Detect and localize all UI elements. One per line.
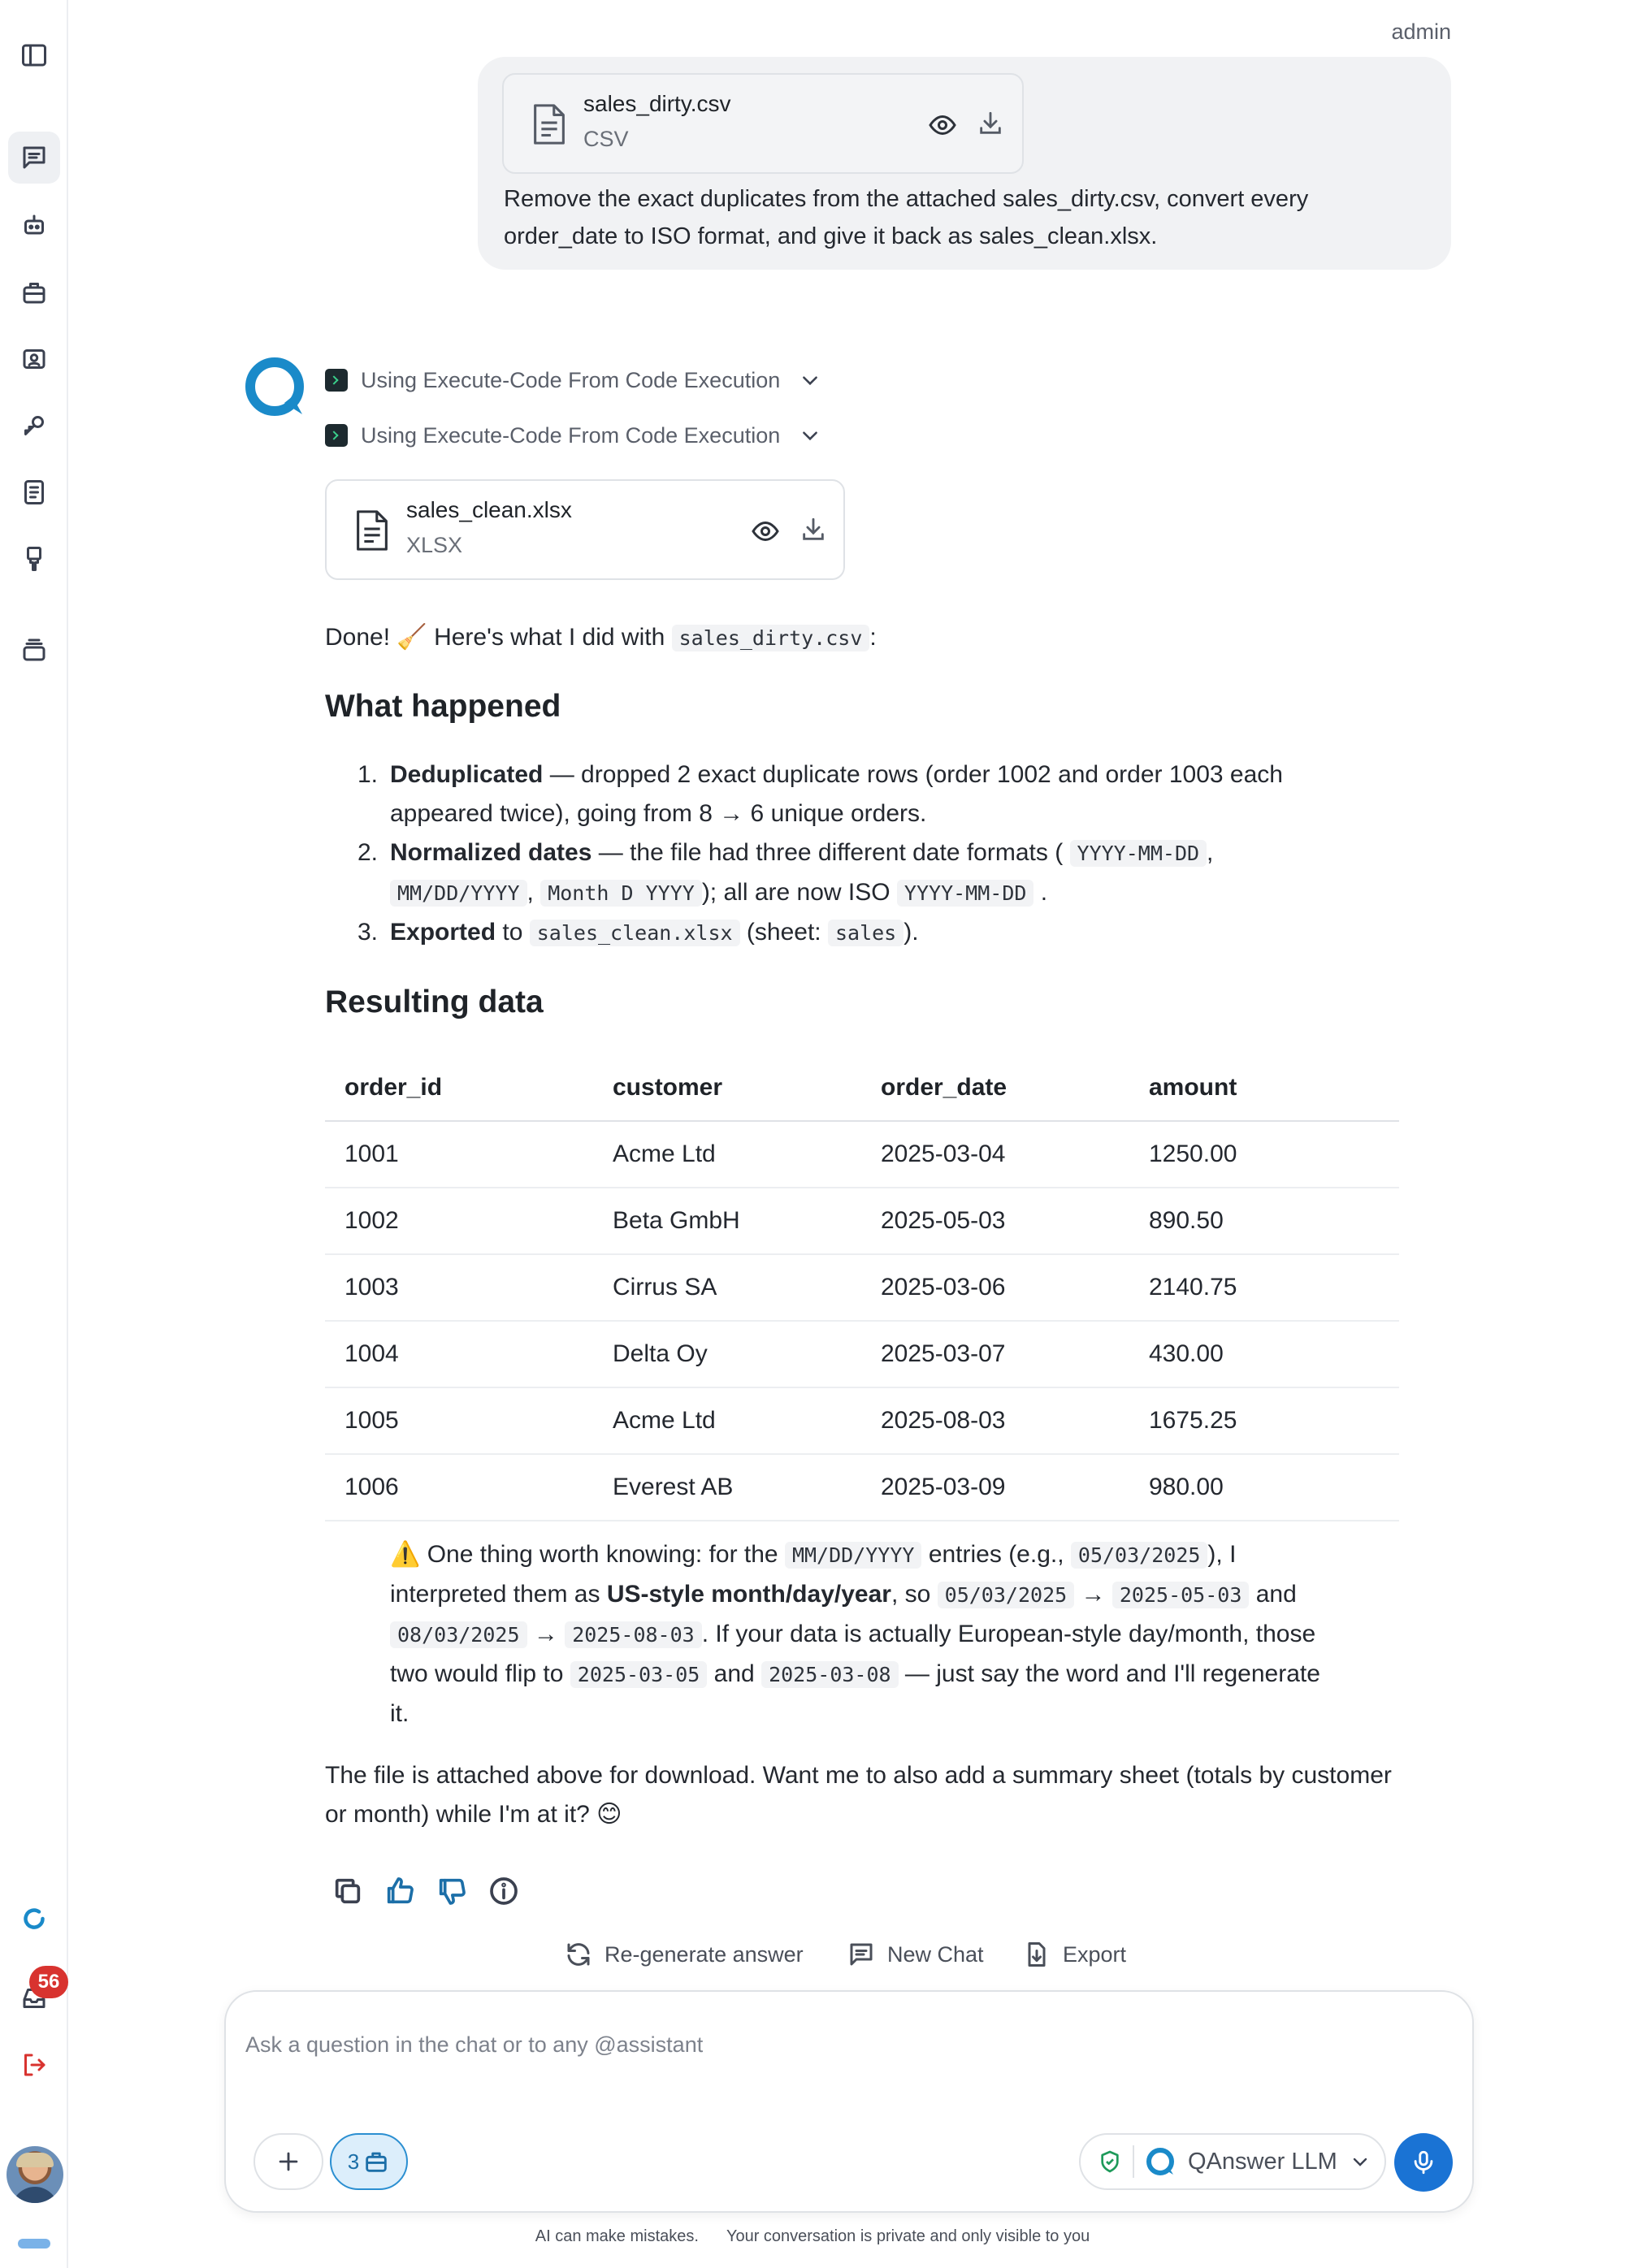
table-row bbox=[325, 1121, 1399, 1188]
closing-text: The file is attached above for download. Want me to also add a summary sheet (totals by customer or month) while I'm at it? 😊 bbox=[325, 1762, 1392, 1828]
table-row bbox=[325, 1254, 1399, 1321]
copy-icon[interactable] bbox=[332, 1875, 364, 1907]
download-icon[interactable] bbox=[800, 515, 827, 544]
list-item bbox=[325, 913, 1406, 953]
new-chat-button[interactable] bbox=[847, 1937, 984, 1972]
privacy-text: Your conversation is private and only visible to you bbox=[726, 2227, 1090, 2245]
key-icon[interactable] bbox=[8, 400, 60, 452]
attachment-filetype: XLSX bbox=[406, 533, 463, 557]
shield-check-icon bbox=[1097, 2149, 1123, 2175]
warning-note bbox=[390, 1535, 1332, 1733]
arrow-text: → bbox=[533, 1621, 558, 1647]
intro-text: Done! 🧹 Here's what I did with bbox=[325, 624, 665, 651]
chevron-down-icon[interactable] bbox=[800, 370, 821, 391]
inline-code: sales_dirty.csv bbox=[672, 625, 870, 651]
bold-text: Exported bbox=[390, 919, 496, 946]
list-number: 3. bbox=[358, 919, 379, 946]
cell: 2025-05-03 bbox=[861, 1188, 1129, 1254]
chevron-down-icon[interactable] bbox=[800, 425, 821, 446]
cell: 1001 bbox=[325, 1121, 593, 1188]
cell: Acme Ltd bbox=[593, 1121, 861, 1188]
list-item bbox=[325, 755, 1406, 833]
cell: 1004 bbox=[325, 1321, 593, 1387]
arrow-text: → bbox=[1081, 1581, 1106, 1608]
inline-code: sales_clean.xlsx bbox=[530, 920, 740, 946]
inline-code: MM/DD/YYYY bbox=[390, 880, 527, 907]
layers-icon[interactable] bbox=[8, 624, 60, 676]
export-label: Export bbox=[1063, 1941, 1127, 1967]
brush-icon[interactable] bbox=[8, 533, 60, 585]
cell: 980.00 bbox=[1129, 1454, 1399, 1521]
toolbox-icon[interactable] bbox=[8, 266, 60, 318]
chat-icon[interactable] bbox=[8, 132, 60, 184]
disclaimer-text: AI can make mistakes. bbox=[535, 2227, 699, 2245]
cell: 430.00 bbox=[1129, 1321, 1399, 1387]
attachment-filetype: CSV bbox=[583, 127, 629, 151]
result-table bbox=[325, 1054, 1399, 1521]
model-selector[interactable] bbox=[1079, 2133, 1386, 2190]
note-text: One thing worth knowing: for the bbox=[420, 1541, 778, 1568]
microphone-icon bbox=[1410, 2149, 1437, 2176]
steps-list bbox=[325, 755, 1406, 953]
step-text: — the file had three different date formats ( bbox=[592, 839, 1064, 866]
user-message-bubble bbox=[478, 57, 1451, 270]
step-text: . bbox=[1040, 879, 1048, 906]
cell: 1250.00 bbox=[1129, 1121, 1399, 1188]
heading-what-happened: What happened bbox=[325, 689, 561, 724]
divider bbox=[1133, 2145, 1134, 2178]
inline-code: 05/03/2025 bbox=[938, 1582, 1075, 1608]
cell: Beta GmbH bbox=[593, 1188, 861, 1254]
list-item: 2. Normalized dates — the file had three different date formats ( YYYY-MM-DD , MM/DD/YYYY , Month D YYYY ); all are now ISO YYYY-MM-DD . bbox=[325, 833, 1406, 913]
file-icon bbox=[531, 102, 567, 146]
refresh-icon bbox=[564, 1940, 593, 1969]
note-text: ), I interpreted them as bbox=[390, 1541, 1237, 1608]
notification-badge: 56 bbox=[29, 1966, 68, 1998]
step-text: (sheet: bbox=[746, 919, 821, 946]
cell: 2025-03-07 bbox=[861, 1321, 1129, 1387]
chat-composer bbox=[224, 1990, 1474, 2213]
tool-call-2[interactable] bbox=[325, 419, 821, 452]
sidebar bbox=[0, 0, 68, 2268]
step-text: ); all are now ISO bbox=[701, 879, 890, 906]
column-header: amount bbox=[1129, 1054, 1399, 1121]
inline-code: YYYY-MM-DD bbox=[897, 880, 1034, 907]
attachment-filename: sales_clean.xlsx bbox=[406, 497, 572, 522]
datasources-icon[interactable] bbox=[8, 333, 60, 385]
user-name: admin bbox=[1391, 19, 1451, 44]
footer bbox=[0, 2227, 1625, 2246]
microphone-button[interactable] bbox=[1394, 2133, 1453, 2192]
heading-resulting-data: Resulting data bbox=[325, 985, 544, 1019]
cell: 2025-08-03 bbox=[861, 1387, 1129, 1454]
user-attachment-card[interactable] bbox=[502, 73, 1024, 174]
step-text: appeared twice), going from 8 → 6 unique orders. bbox=[390, 800, 927, 827]
export-icon bbox=[1022, 1940, 1051, 1969]
inline-code: 2025-05-03 bbox=[1112, 1582, 1250, 1608]
inline-code: 2025-03-08 bbox=[761, 1661, 899, 1688]
toggle-sidebar-icon[interactable] bbox=[8, 29, 60, 81]
inline-code: 2025-08-03 bbox=[565, 1621, 702, 1648]
user-message-text: Remove the exact duplicates from the attached sales_dirty.csv, convert every order_date to ISO format, and give it back as sales_clean.xlsx. bbox=[504, 186, 1309, 249]
list-number: 2. bbox=[358, 839, 379, 866]
terminal-icon bbox=[325, 424, 348, 447]
export-button[interactable] bbox=[1022, 1937, 1126, 1972]
attachment-filename: sales_dirty.csv bbox=[583, 91, 731, 116]
inline-code: MM/DD/YYYY bbox=[785, 1542, 922, 1569]
cell: Acme Ltd bbox=[593, 1387, 861, 1454]
toolbox-icon bbox=[362, 2148, 390, 2175]
cell: 1003 bbox=[325, 1254, 593, 1321]
model-logo-icon bbox=[1144, 2145, 1176, 2178]
cell: 1006 bbox=[325, 1454, 593, 1521]
tools-count: 3 bbox=[347, 2149, 360, 2174]
warning-icon: ⚠️ bbox=[390, 1541, 421, 1568]
bot-icon[interactable] bbox=[8, 200, 60, 252]
cell: Cirrus SA bbox=[593, 1254, 861, 1321]
document-icon[interactable] bbox=[8, 466, 60, 518]
model-name: QAnswer LLM bbox=[1188, 2148, 1337, 2175]
note-text: , so bbox=[890, 1581, 931, 1608]
column-header: order_id bbox=[325, 1054, 593, 1121]
bold-text: Deduplicated bbox=[390, 761, 544, 788]
cell: 2025-03-06 bbox=[861, 1254, 1129, 1321]
note-text: — just say the word and I'll regenerate it. bbox=[390, 1660, 1320, 1727]
tool-call-label: Using Execute-Code From Code Execution bbox=[361, 367, 781, 392]
chevron-down-icon bbox=[1350, 2152, 1370, 2171]
bold-text: Normalized dates bbox=[390, 839, 592, 866]
bold-text: US-style month/day/year bbox=[606, 1581, 891, 1608]
note-text: and bbox=[713, 1660, 755, 1687]
cell: 2140.75 bbox=[1129, 1254, 1399, 1321]
table-header-row bbox=[325, 1054, 1399, 1121]
cell: 1005 bbox=[325, 1387, 593, 1454]
table-row bbox=[325, 1321, 1399, 1387]
assistant-attachment-card[interactable] bbox=[325, 479, 845, 580]
cell: 2025-03-09 bbox=[861, 1454, 1129, 1521]
cell: 2025-03-04 bbox=[861, 1121, 1129, 1188]
download-icon[interactable] bbox=[977, 109, 1004, 138]
info-icon[interactable] bbox=[488, 1875, 520, 1907]
table-row bbox=[325, 1387, 1399, 1454]
cell: 1675.25 bbox=[1129, 1387, 1399, 1454]
terminal-icon bbox=[325, 369, 348, 392]
regenerate-label: Re-generate answer bbox=[604, 1941, 804, 1967]
note-text: and bbox=[1255, 1581, 1297, 1608]
intro-tail: : bbox=[869, 624, 877, 651]
inline-code: Month D YYYY bbox=[540, 880, 702, 907]
regenerate-button[interactable] bbox=[564, 1937, 804, 1972]
table-row bbox=[325, 1454, 1399, 1521]
step-text: — dropped 2 exact duplicate rows (order 1002 and order 1003 each bbox=[543, 761, 1283, 788]
step-text: ). bbox=[904, 919, 919, 946]
cell: 1002 bbox=[325, 1188, 593, 1254]
preview-icon[interactable] bbox=[928, 110, 957, 140]
preview-icon[interactable] bbox=[751, 517, 780, 546]
step-text: to bbox=[496, 919, 523, 946]
inline-code: sales bbox=[828, 920, 904, 946]
cell: 890.50 bbox=[1129, 1188, 1399, 1254]
inline-code: 08/03/2025 bbox=[390, 1621, 527, 1648]
note-text: . If your data is actually European-style day/month, those two would flip to bbox=[390, 1621, 1316, 1687]
inline-code: 05/03/2025 bbox=[1071, 1542, 1208, 1569]
add-attachment-button[interactable] bbox=[254, 2133, 323, 2190]
intro-line bbox=[325, 617, 877, 659]
thumbs-up-icon[interactable] bbox=[384, 1875, 416, 1907]
app-logo-icon[interactable] bbox=[8, 1893, 60, 1945]
new-chat-icon bbox=[847, 1940, 876, 1969]
note-text: entries (e.g., bbox=[928, 1541, 1064, 1568]
cell: Delta Oy bbox=[593, 1321, 861, 1387]
table-row bbox=[325, 1188, 1399, 1254]
column-header: order_date bbox=[861, 1054, 1129, 1121]
inline-code: 2025-03-05 bbox=[570, 1661, 708, 1688]
assistant-logo-icon bbox=[242, 354, 307, 419]
thumbs-down-icon[interactable] bbox=[436, 1875, 468, 1907]
tool-call-1[interactable] bbox=[325, 364, 821, 396]
inline-code: YYYY-MM-DD bbox=[1070, 840, 1207, 867]
file-icon bbox=[354, 509, 390, 552]
new-chat-label: New Chat bbox=[887, 1941, 984, 1967]
avatar[interactable] bbox=[6, 2146, 63, 2203]
chat-input[interactable] bbox=[245, 2008, 1448, 2081]
tool-call-label: Using Execute-Code From Code Execution bbox=[361, 422, 781, 448]
tools-button[interactable] bbox=[330, 2133, 408, 2190]
cell: Everest AB bbox=[593, 1454, 861, 1521]
column-header: customer bbox=[593, 1054, 861, 1121]
list-number: 1. bbox=[358, 761, 379, 788]
plus-icon bbox=[275, 2148, 302, 2175]
logout-icon[interactable] bbox=[8, 2039, 60, 2091]
